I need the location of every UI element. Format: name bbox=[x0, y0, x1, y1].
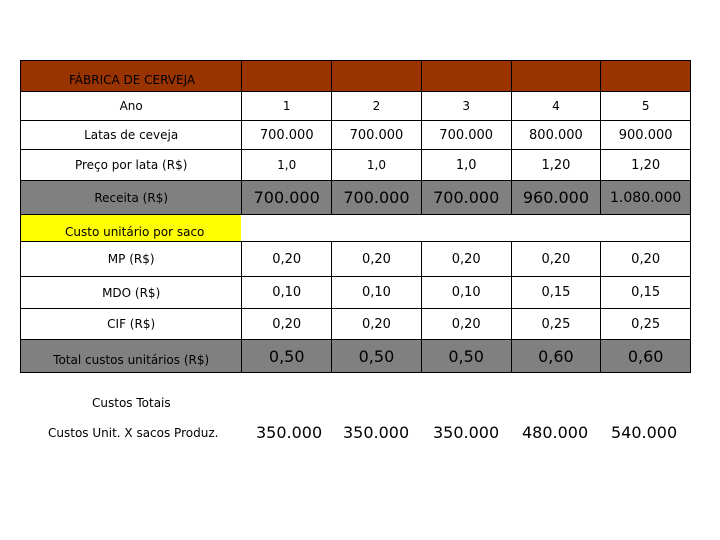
header-cell bbox=[241, 61, 331, 91]
row-label: Total custos unitários (R$) bbox=[53, 353, 210, 367]
value-cell: 0,20 bbox=[421, 309, 511, 339]
value-cell: 0,20 bbox=[331, 309, 421, 339]
value-cell: 1,20 bbox=[600, 150, 690, 180]
value-cell: 1.080.000 bbox=[600, 181, 690, 214]
row-label: Preço por lata (R$) bbox=[74, 158, 188, 172]
value-cell: 800.000 bbox=[511, 121, 601, 149]
year-cell: 2 bbox=[331, 92, 421, 120]
empty-cell bbox=[511, 215, 601, 241]
value-cell: 0,20 bbox=[421, 242, 511, 276]
table-title: FÁBRICA DE CERVEJA bbox=[69, 73, 196, 87]
value-cell: 700.000 bbox=[331, 121, 421, 149]
empty-cell bbox=[331, 215, 421, 241]
header-cell bbox=[600, 61, 690, 91]
value-cell: 0,50 bbox=[241, 340, 331, 372]
value-cell: 0,10 bbox=[331, 277, 421, 308]
custos-totais-value: 350.000 bbox=[343, 423, 410, 442]
row-mdo bbox=[21, 277, 690, 309]
value-cell: 0,20 bbox=[331, 242, 421, 276]
value-cell: 700.000 bbox=[331, 181, 421, 214]
value-cell: 0,25 bbox=[511, 309, 601, 339]
row-total-custos bbox=[21, 340, 690, 373]
value-cell: 0,20 bbox=[241, 242, 331, 276]
year-cell: 4 bbox=[511, 92, 601, 120]
value-cell: 0,60 bbox=[600, 340, 690, 372]
header-cell bbox=[331, 61, 421, 91]
value-cell: 0,50 bbox=[331, 340, 421, 372]
row-custo-unitario-header bbox=[21, 215, 690, 242]
custos-totais-value: 480.000 bbox=[522, 423, 589, 442]
value-cell: 0,15 bbox=[511, 277, 601, 308]
value-cell: 0,10 bbox=[421, 277, 511, 308]
year-cell: 3 bbox=[421, 92, 511, 120]
custos-totais-row-label: Custos Unit. X sacos Produz. bbox=[48, 426, 219, 440]
row-label: MP (R$) bbox=[107, 252, 155, 266]
value-cell: 0,20 bbox=[511, 242, 601, 276]
row-label: Ano bbox=[119, 99, 143, 113]
value-cell: 1,0 bbox=[421, 150, 511, 180]
value-cell: 0,60 bbox=[511, 340, 601, 372]
value-cell: 700.000 bbox=[421, 121, 511, 149]
header-cell bbox=[421, 61, 511, 91]
row-label: Receita (R$) bbox=[94, 190, 169, 205]
value-cell: 900.000 bbox=[600, 121, 690, 149]
value-cell: 0,25 bbox=[600, 309, 690, 339]
value-cell: 960.000 bbox=[511, 181, 601, 214]
section-label: Custo unitário por saco bbox=[21, 215, 241, 241]
row-label: MDO (R$) bbox=[102, 285, 161, 300]
empty-cell bbox=[241, 215, 331, 241]
year-cell: 1 bbox=[241, 92, 331, 120]
value-cell: 0,20 bbox=[600, 242, 690, 276]
value-cell: 700.000 bbox=[421, 181, 511, 214]
header-cell bbox=[511, 61, 601, 91]
year-cell: 5 bbox=[600, 92, 690, 120]
empty-cell bbox=[421, 215, 511, 241]
row-latas bbox=[21, 121, 690, 150]
value-cell: 700.000 bbox=[241, 181, 331, 214]
value-cell: 0,20 bbox=[241, 309, 331, 339]
value-cell: 700.000 bbox=[241, 121, 331, 149]
custos-totais-value: 350.000 bbox=[433, 423, 500, 442]
value-cell: 1,20 bbox=[511, 150, 601, 180]
row-receita bbox=[21, 181, 690, 215]
table-header-row bbox=[20, 60, 691, 92]
value-cell: 0,10 bbox=[241, 277, 331, 308]
value-cell: 0,15 bbox=[600, 277, 690, 308]
row-ano bbox=[21, 92, 690, 121]
custos-totais-value: 540.000 bbox=[611, 423, 678, 442]
row-label: Latas de ceveja bbox=[84, 128, 179, 142]
custos-totais-value: 350.000 bbox=[256, 423, 323, 442]
value-cell: 1,0 bbox=[241, 150, 331, 180]
table-body bbox=[20, 92, 691, 373]
value-cell: 1,0 bbox=[331, 150, 421, 180]
custos-totais-title: Custos Totais bbox=[92, 396, 171, 410]
value-cell: 0,50 bbox=[421, 340, 511, 372]
row-cif bbox=[21, 309, 690, 340]
row-preco bbox=[21, 150, 690, 181]
empty-cell bbox=[600, 215, 690, 241]
row-mp bbox=[21, 242, 690, 277]
row-label: CIF (R$) bbox=[107, 317, 156, 331]
